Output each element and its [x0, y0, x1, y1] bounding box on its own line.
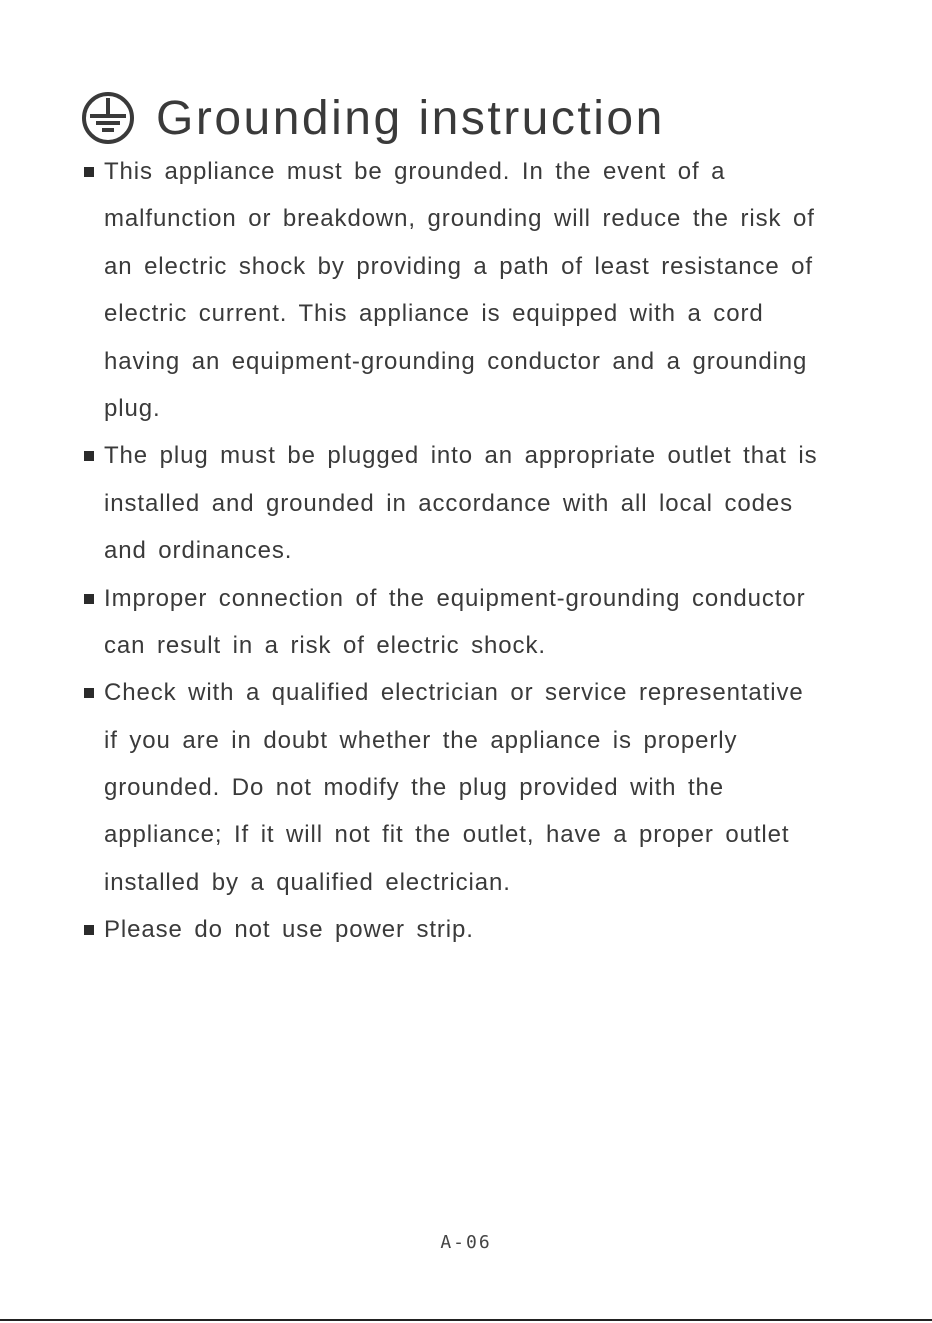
square-bullet-icon [84, 594, 94, 604]
instruction-item [84, 669, 894, 906]
instruction-item [84, 432, 894, 574]
protective-earth-ground-icon [80, 90, 136, 146]
grounding-instructions-list [84, 148, 894, 954]
instruction-line: if you are in doubt whether the appliance is properly [104, 726, 738, 754]
instruction-line: can result in a risk of electric shock. [104, 631, 546, 659]
page-title: Grounding instruction [156, 91, 665, 145]
instruction-line: Check with a qualified electrician or service representative [104, 679, 804, 707]
instruction-line: having an equipment-grounding conductor and a grounding [104, 347, 808, 375]
square-bullet-icon [84, 688, 94, 698]
instruction-line: malfunction or breakdown, grounding will reduce the risk of [104, 205, 815, 233]
instruction-line: and ordinances. [104, 537, 293, 565]
instruction-line: installed and grounded in accordance with all local codes [104, 489, 794, 517]
instruction-line: Improper connection of the equipment-grounding conductor [104, 584, 806, 612]
instruction-line: plug. [104, 394, 161, 422]
instruction-line: an electric shock by providing a path of least resistance of [104, 252, 813, 280]
instruction-line: appliance; If it will not fit the outlet, have a proper outlet [104, 821, 790, 849]
instruction-line: Please do not use power strip. [104, 916, 474, 944]
square-bullet-icon [84, 167, 94, 177]
instruction-line: grounded. Do not modify the plug provided with the [104, 774, 725, 802]
instruction-item [84, 148, 894, 432]
instruction-item [84, 906, 894, 953]
bottom-divider [0, 1319, 932, 1321]
instruction-item [84, 575, 894, 670]
instruction-line: installed by a qualified electrician. [104, 868, 511, 896]
instruction-line: This appliance must be grounded. In the event of a [104, 158, 726, 185]
page-header [80, 88, 665, 148]
instruction-line: The plug must be plugged into an appropriate outlet that is [104, 442, 818, 470]
square-bullet-icon [84, 451, 94, 461]
square-bullet-icon [84, 925, 94, 935]
page-number: A-06 [440, 1232, 492, 1253]
instruction-line: electric current. This appliance is equipped with a cord [104, 300, 764, 328]
